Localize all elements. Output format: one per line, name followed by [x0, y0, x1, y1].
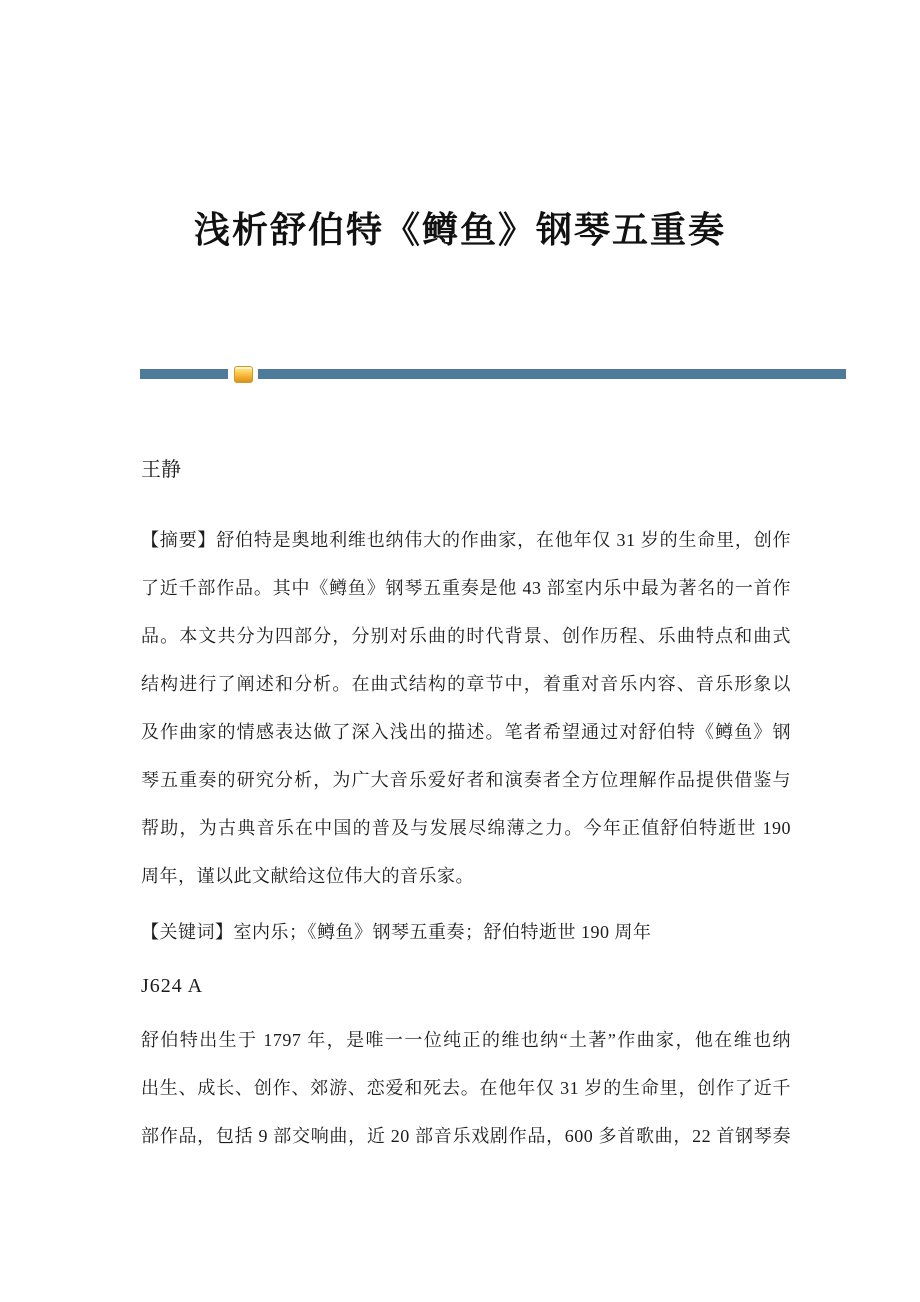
text-line: 周年，谨以此文献给这位伟大的音乐家。	[141, 866, 474, 886]
text-line: 出生、成长、创作、郊游、恋爱和死去。在他年仅 31 岁的生命里，创作了近千	[141, 1078, 791, 1098]
text-line: 【摘要】舒伯特是奥地利维也纳伟大的作曲家，在他年仅 31 岁的生命里，创作	[141, 530, 791, 550]
text-line: 了近千部作品。其中《鳟鱼》钢琴五重奏是他 43 部室内乐中最为著名的一首作	[141, 578, 791, 598]
body-paragraph	[141, 1016, 791, 1160]
text-line: 舒伯特出生于 1797 年，是唯一一位纯正的维也纳“土著”作曲家，他在维也纳	[141, 1030, 791, 1050]
keywords-line: 【关键词】室内乐；《鳟鱼》钢琴五重奏；舒伯特逝世 190 周年	[141, 922, 652, 942]
classification-section	[141, 962, 791, 1010]
text-line: 品。本文共分为四部分，分别对乐曲的时代背景、创作历程、乐曲特点和曲式	[141, 626, 791, 646]
keywords-section	[141, 908, 791, 956]
author-name: 王静	[141, 459, 181, 481]
document-title: 浅析舒伯特《鳟鱼》钢琴五重奏	[193, 210, 726, 250]
text-line: 部作品，包括 9 部交响曲，近 20 部音乐戏剧作品，600 多首歌曲，22 首钢琴奏	[141, 1126, 791, 1146]
ornament-icon	[234, 366, 253, 383]
text-line: 琴五重奏的研究分析，为广大音乐爱好者和演奏者全方位理解作品提供借鉴与	[141, 770, 791, 790]
divider-ornament-gap	[228, 364, 258, 384]
classification-code: J624 A	[141, 975, 204, 997]
text-line: 结构进行了阐述和分析。在曲式结构的章节中，着重对音乐内容、音乐形象以	[141, 674, 791, 694]
text-line: 帮助，为古典音乐在中国的普及与发展尽绵薄之力。今年正值舒伯特逝世 190	[141, 818, 791, 838]
divider-rule	[140, 369, 846, 379]
abstract-paragraph	[141, 516, 791, 900]
text-line: 及作曲家的情感表达做了深入浅出的描述。笔者希望通过对舒伯特《鳟鱼》钢	[141, 722, 791, 742]
